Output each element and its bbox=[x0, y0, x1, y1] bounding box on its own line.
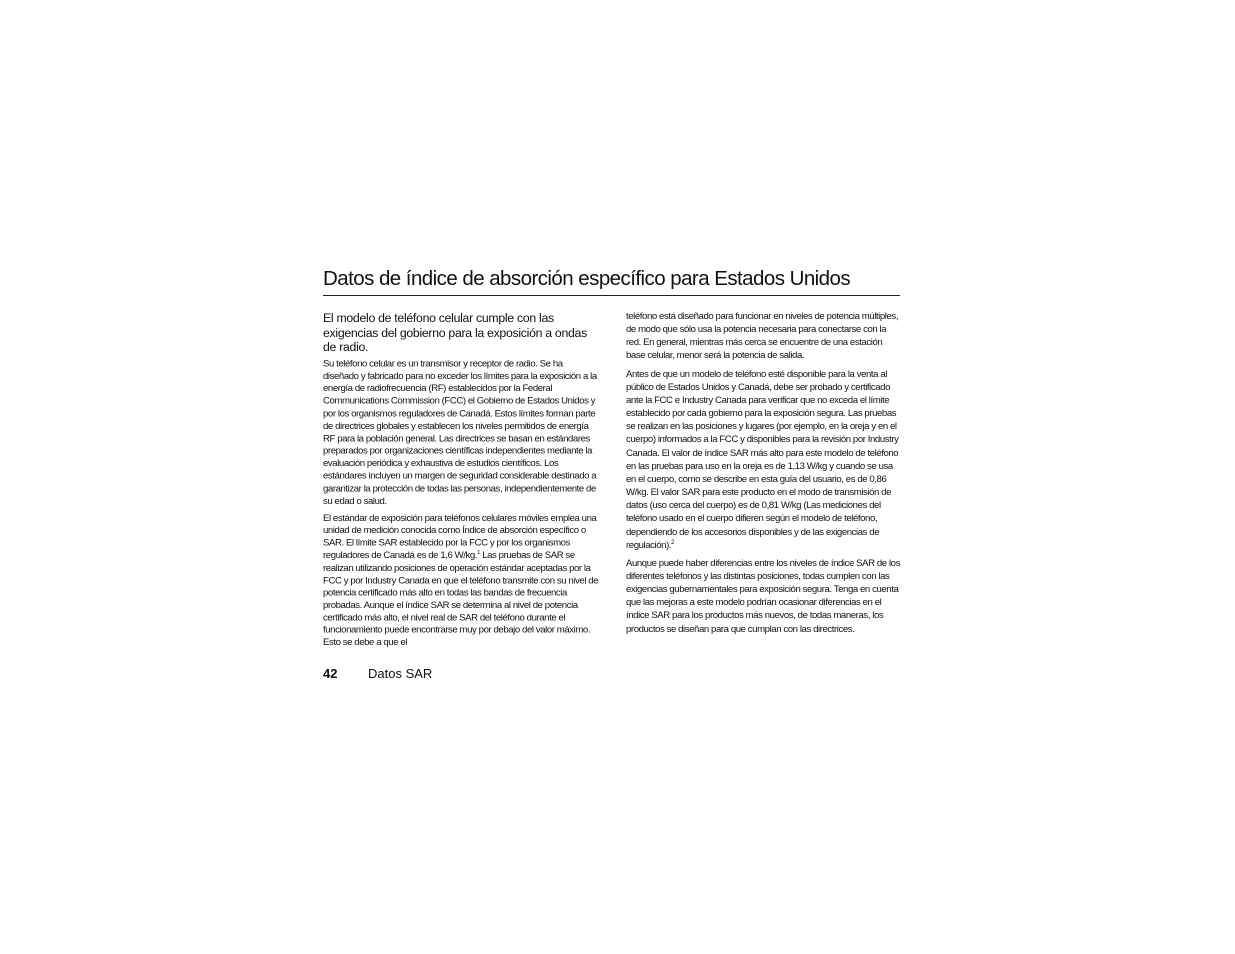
footer-section-label: Datos SAR bbox=[368, 666, 433, 681]
left-paragraph-2-text-a: El estándar de exposición para teléfonos celulares móviles emplea una unidad de medición conocida como Índice de absorción específico o SAR. El límite SAR establecido por la FCC y por los organismos reguladores de Canadá es de 1,6 W/kg. bbox=[323, 513, 597, 561]
left-column bbox=[323, 358, 599, 654]
left-paragraph-2 bbox=[323, 512, 599, 649]
footnote-ref-2: 2 bbox=[671, 539, 675, 546]
right-paragraph-3: Aunque puede haber diferencias entre los niveles de índice SAR de los diferentes teléfonos y las distintas posiciones, todas cumplen con las exigencias gubernamentales para exposición segura. Tenga en cuenta que las mejoras a este modelo podrían ocasionar diferencias en el índice SAR para los productos más nuevos, de todas maneras, los productos se diseñan para que cumplan con las directrices. bbox=[626, 557, 900, 635]
left-paragraph-1: Su teléfono celular es un transmisor y receptor de radio. Se ha diseñado y fabricado para no exceder los límites para la exposición a la energía de radiofrecuencia (RF) establecidos por la Federal Communications Commission (FCC) el Gobierno de Estados Unidos y por los organismos reguladores de Canadá. Estos límites forman parte de directrices globales y establecen los niveles permitidos de energía RF para la población general. Las directrices se basan en estándares preparados por organizaciones científicas independientes mediante la evaluación periódica y exhaustiva de estudios científicos. Los estándares incluyen un margen de seguridad considerable destinado a garantizar la protección de todas las personas, independientemente de su edad o salud. bbox=[323, 358, 597, 507]
footnote-ref-1: 1 bbox=[477, 550, 480, 557]
page-number: 42 bbox=[323, 666, 338, 681]
lead-paragraph: El modelo de teléfono celular cumple con las exigencias del gobierno para la exposición a ondas de radio. bbox=[323, 311, 587, 354]
right-paragraph-2-text: Antes de que un modelo de teléfono esté disponible para la venta al público de Estados Unidos y Canadá, debe ser probado y certificado ante la FCC e Industry Canada para verificar que no exceda el límite establecido por cada gobierno para la exposición segura. Las pruebas se realizan en las posiciones y lugares (por ejemplo, en la oreja y en el cuerpo) informados a la FCC y disponibles para la revisión por Industry Canada. El valor de índice SAR más alto para este modelo de teléfono en las pruebas para uso en la oreja es de 1,13 W/kg y cuando se usa en el cuerpo, como se describe en esta guía del usuario, es de 0,86 W/kg. El valor SAR para este producto en el modo de transmisión de datos (uso cerca del cuerpo) es de 0,81 W/kg (Las mediciones del teléfono usado en el cuerpo difieren según el modelo de teléfono, dependiendo de los accesorios disponibles y de las exigencias de regulación). bbox=[626, 368, 899, 551]
right-paragraph-1: teléfono está diseñado para funcionar en niveles de potencia múltiples, de modo que sólo usa la potencia necesaria para conectarse con la red. En general, mientras más cerca se encuentre de una estación base celular, menor será la potencia de salida. bbox=[626, 311, 899, 362]
right-paragraph-2 bbox=[626, 368, 902, 552]
page-title: Datos de índice de absorción específico para Estados Unidos bbox=[323, 267, 851, 290]
left-paragraph-2-text-b: Las pruebas de SAR se realizan utilizando posiciones de operación estándar aceptadas por la FCC y por Industry Canada en que el teléfono transmite con su nivel de potencia certificado más alto en todas las bandas de frecuencia probadas. Aunque el índice SAR se determina al nivel de potencia certificado más alto, el nivel real de SAR del teléfono durante el funcionamiento puede encontrarse muy por debajo del valor máximo. Esto se debe a que el bbox=[323, 550, 599, 649]
right-column bbox=[626, 310, 902, 641]
title-divider bbox=[323, 295, 900, 296]
